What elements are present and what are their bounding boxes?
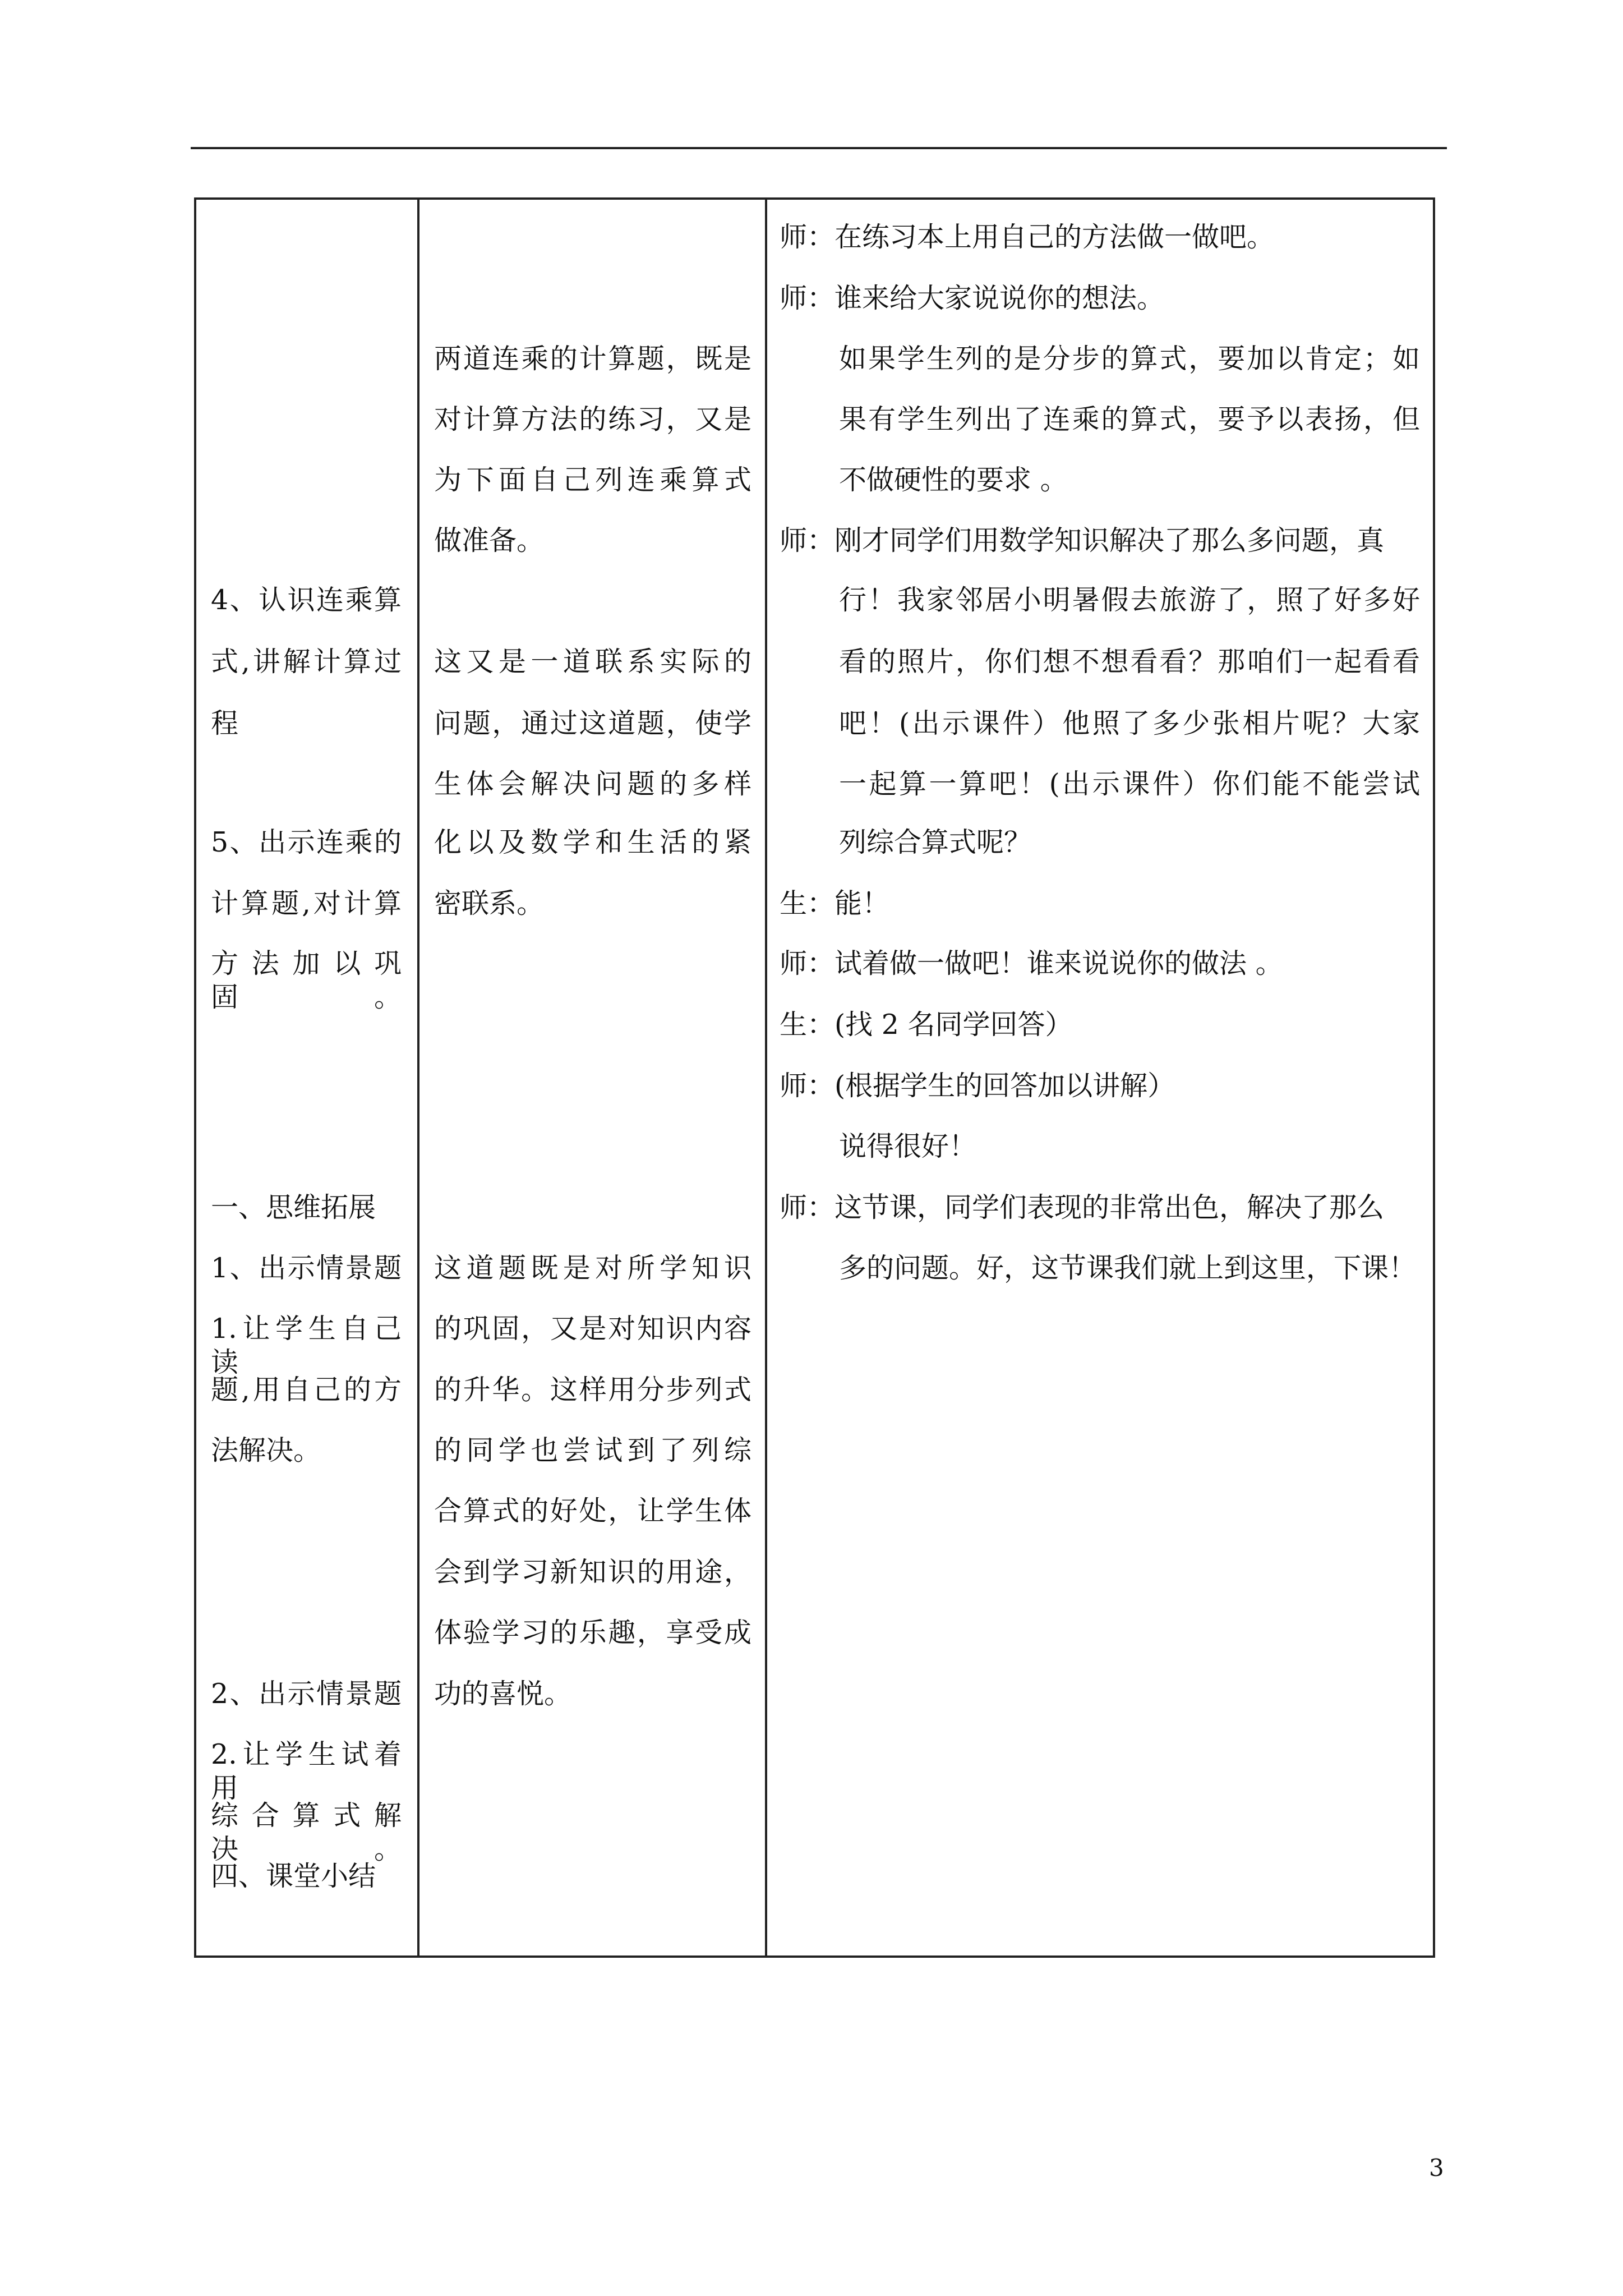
intent-text: 的升华。这样用分步列式 <box>434 1374 751 1406</box>
header-rule <box>191 147 1447 149</box>
dialogue-line: 说得很好！ <box>839 1130 977 1162</box>
step-text: 程 <box>211 707 239 739</box>
step-text: 2.让学生试着用 <box>211 1738 402 1804</box>
dialogue-line: 师：刚才同学们用数学知识解决了那么多问题，真 <box>780 524 1385 556</box>
dialogue-line: 如果学生列的是分步的算式，要加以肯定；如 <box>839 343 1420 375</box>
intent-text: 生体会解决问题的多样 <box>434 768 751 800</box>
intent-text: 化以及数学和生活的紧 <box>434 826 751 858</box>
column-divider-1 <box>417 197 419 1958</box>
dialogue-line: 果有学生列出了连乘的算式，要予以表扬，但 <box>839 403 1420 435</box>
step-text: 2、出示情景题 <box>211 1678 402 1710</box>
intent-text: 密联系。 <box>434 887 545 919</box>
dialogue-line: 生：能！ <box>780 887 890 919</box>
step-text: 1、出示情景题 <box>211 1252 402 1284</box>
step-text: 1.让学生自己读 <box>211 1313 402 1378</box>
intent-text: 会到学习新知识的用途， <box>434 1556 751 1588</box>
step-text: 综合算式解决。 <box>211 1800 402 1865</box>
step-text: 四、课堂小结 <box>211 1860 376 1892</box>
dialogue-line: 行！我家邻居小明暑假去旅游了，照了好多好 <box>839 584 1420 616</box>
step-text: 方法加以巩固。 <box>211 947 402 1013</box>
dialogue-line: 不做硬性的要求 。 <box>839 464 1068 496</box>
page-number: 3 <box>1429 2154 1444 2182</box>
column-divider-2 <box>765 197 767 1958</box>
intent-text: 对计算方法的练习，又是 <box>434 403 751 435</box>
dialogue-line: 师：试着做一做吧！谁来说说你的做法 。 <box>780 947 1283 979</box>
intent-text: 问题，通过这道题，使学 <box>434 707 751 739</box>
step-text: 题,用自己的方 <box>211 1374 402 1406</box>
intent-text: 做准备。 <box>434 524 545 556</box>
step-text: 5、出示连乘的 <box>211 826 402 858</box>
intent-text: 合算式的好处，让学生体 <box>434 1495 751 1527</box>
dialogue-line: 师：在练习本上用自己的方法做一做吧。 <box>780 221 1275 253</box>
intent-text: 功的喜悦。 <box>434 1678 572 1710</box>
dialogue-line: 多的问题。好，这节课我们就上到这里，下课！ <box>839 1252 1417 1284</box>
intent-text: 为下面自己列连乘算式 <box>434 464 751 496</box>
step-text: 法解决。 <box>211 1434 321 1466</box>
dialogue-line: 生：(找 2 名同学回答） <box>780 1009 1073 1041</box>
intent-text: 体验学习的乐趣，享受成 <box>434 1617 751 1649</box>
step-text: 4、认识连乘算 <box>211 584 402 616</box>
dialogue-line: 师：(根据学生的回答加以讲解） <box>780 1070 1175 1102</box>
dialogue-line: 吧！(出示课件）他照了多少张相片呢？大家 <box>839 707 1420 739</box>
dialogue-line: 看的照片，你们想不想看看？那咱们一起看看 <box>839 646 1420 678</box>
dialogue-line: 一起算一算吧！(出示课件）你们能不能尝试 <box>839 768 1420 800</box>
intent-text: 这又是一道联系实际的 <box>434 646 751 678</box>
intent-text: 两道连乘的计算题，既是 <box>434 343 751 375</box>
intent-text: 的同学也尝试到了列综 <box>434 1434 751 1466</box>
dialogue-line: 列综合算式呢？ <box>839 826 1032 858</box>
step-text: 一、思维拓展 <box>211 1191 376 1223</box>
step-text: 式,讲解计算过 <box>211 646 402 678</box>
dialogue-line: 师：这节课，同学们表现的非常出色，解决了那么 <box>780 1191 1385 1223</box>
intent-text: 这道题既是对所学知识 <box>434 1252 751 1284</box>
intent-text: 的巩固，又是对知识内容 <box>434 1313 751 1345</box>
dialogue-line: 师：谁来给大家说说你的想法。 <box>780 282 1165 314</box>
step-text: 计算题,对计算 <box>211 887 402 919</box>
